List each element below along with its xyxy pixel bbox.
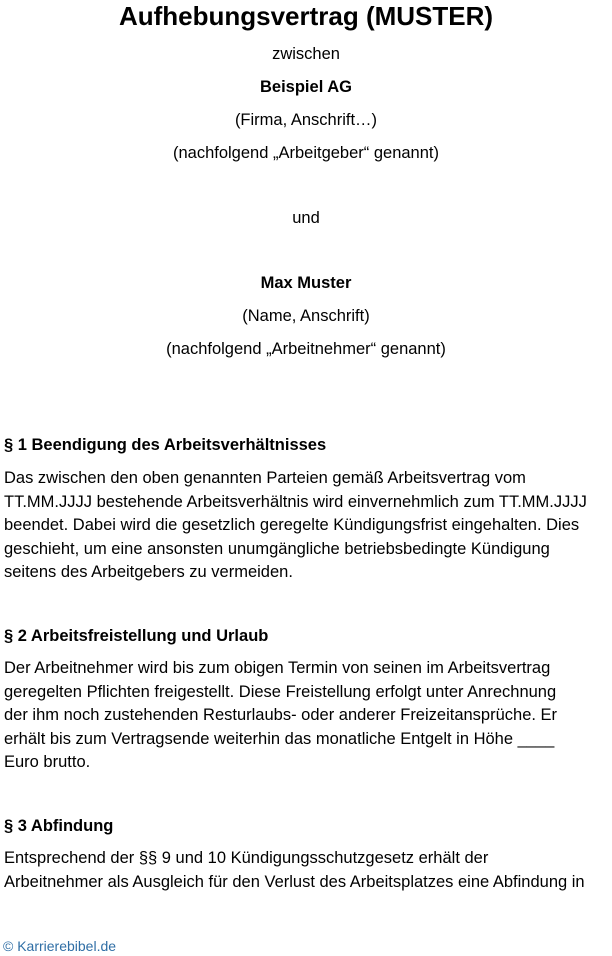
- employer-name: Beispiel AG: [260, 78, 352, 96]
- section-2-line: erhält bis zum Vertragsende weiterhin das monatliche Entgelt in Höhe ____: [4, 729, 555, 748]
- section-2-line: Euro brutto.: [4, 753, 91, 771]
- and-label: und: [292, 209, 320, 227]
- employee-name: Max Muster: [260, 274, 352, 292]
- section-2-line: der ihm noch zustehenden Resturlaubs- oder anderer Freizeitansprüche. Er: [4, 706, 558, 724]
- section-2-body: [4, 657, 608, 775]
- section-1-body: [4, 467, 608, 585]
- employee-details: (Name, Anschrift): [242, 307, 370, 325]
- section-1-line: Das zwischen den oben genannten Parteien gemäß Arbeitsvertrag vom: [4, 469, 526, 487]
- employer-details: (Firma, Anschrift…): [234, 111, 378, 129]
- section-3-line: Entsprechend der §§ 9 und 10 Kündigungsschutzgesetz erhält der: [4, 849, 489, 867]
- section-3-body: [4, 847, 608, 894]
- employer-role: (nachfolgend „Arbeitgeber“ genannt): [172, 144, 439, 162]
- section-1-line: beendet. Dabei wird die gesetzlich geregelte Kündigungsfrist eingehalten. Dies: [4, 516, 580, 534]
- section-2-heading: § 2 Arbeitsfreistellung und Urlaub: [4, 627, 269, 645]
- section-1-line: geschieht, um eine ansonsten unumgängliche betriebsbedingte Kündigung: [4, 539, 550, 558]
- section-2-line: Der Arbeitnehmer wird bis zum obigen Termin von seinen im Arbeitsvertrag: [4, 659, 551, 677]
- section-2-line: geregelten Pflichten freigestellt. Diese Freistellung erfolgt unter Anrechnung: [4, 682, 557, 701]
- section-1-heading: § 1 Beendigung des Arbeitsverhältnisses: [4, 436, 327, 454]
- section-3-line: Arbeitnehmer als Ausgleich für den Verlust des Arbeitsplatzes eine Abfindung in: [4, 872, 585, 891]
- section-1-line: seitens des Arbeitgebers zu vermeiden.: [4, 563, 293, 581]
- section-1-line: TT.MM.JJJJ bestehende Arbeitsverhältnis wird einvernehmlich zum TT.MM.JJJJ: [4, 492, 587, 511]
- document-title: Aufhebungsvertrag (MUSTER): [118, 1, 494, 31]
- section-3-heading: § 3 Abfindung: [4, 817, 114, 835]
- between-label: zwischen: [272, 45, 340, 63]
- employee-role: (nachfolgend „Arbeitnehmer“ genannt): [166, 340, 446, 358]
- copyright-footer: © Karrierebibel.de: [3, 938, 117, 954]
